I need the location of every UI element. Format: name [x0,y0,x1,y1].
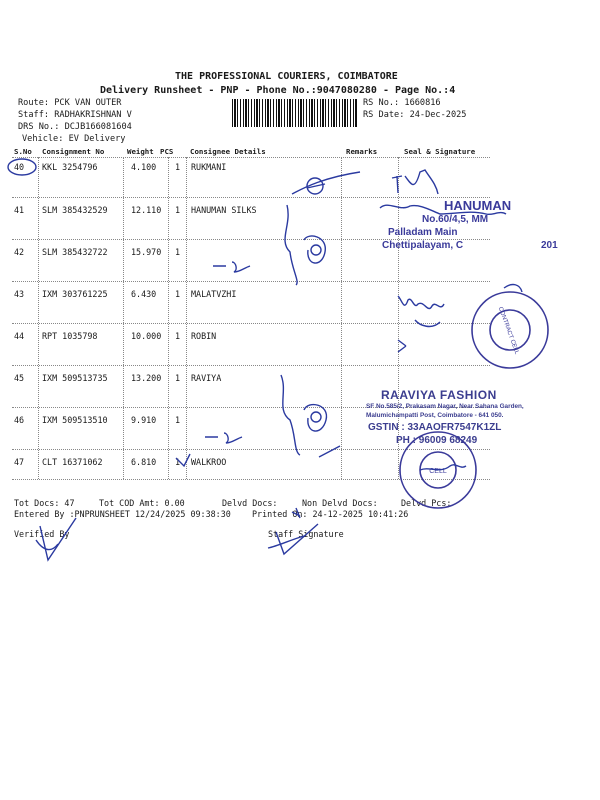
table-row-sno: 41 [14,205,25,215]
col-consignee: Consignee Details [190,147,266,156]
table-row-weight: 13.200 [131,373,162,383]
table-row-weight: 4.100 [131,162,157,172]
table-row-weight: 9.910 [131,415,157,425]
table-row-sno: 43 [14,289,25,299]
footer-signature-marks [36,508,318,560]
table-row-consignment: KKL 3254796 [42,162,98,172]
table-row-sno: 40 [14,162,25,172]
drs-label: DRS No.: DCJB166081604 [18,122,132,132]
total-docs: Tot Docs: 47 [14,498,75,508]
table-row-consignee: RUKMANI [191,162,227,172]
hanuman-stamp-addr2: Palladam Main [388,227,458,238]
table-row-consignment: IXM 509513510 [42,415,108,425]
table-row-sno: 47 [14,457,25,467]
col-weight: Weight [127,147,154,156]
table-row-weight: 6.810 [131,457,157,467]
table-row-sno: 46 [14,415,25,425]
table-row-consignment: CLT 16371062 [42,457,103,467]
hanuman-stamp-name: HANUMAN [444,198,512,213]
table-row-pcs: 1 [175,457,181,467]
table-row-pcs: 1 [175,415,181,425]
rs-date: RS Date: 24-Dec-2025 [363,110,467,120]
table-row-weight: 15.970 [131,247,162,257]
verified-by: Verified By [14,529,70,539]
table-row-pcs: 1 [175,289,181,299]
non-delivered-docs: Non Delvd Docs: [302,498,378,508]
table-row-weight: 6.430 [131,289,157,299]
hanuman-stamp-addr1: No.60/4,5, MM [422,214,489,225]
raaviya-stamp-addr2: Malumichampatti Post, Coimbatore - 641 050. [366,412,504,419]
table-row-consignee: WALKROO [191,457,227,467]
staff-signature: Staff Signature [268,529,344,539]
table-row-sno: 45 [14,373,25,383]
entered-by: Entered By :PNPRUNSHEET 12/24/2025 09:38:30 [14,509,231,519]
runsheet-subtitle: Delivery Runsheet - PNP - Phone No.:9047080280 - Page No.:4 [100,85,456,96]
signature-row-45-46 [205,375,326,455]
printed-on: Printed On: 24-12-2025 10:41:26 [252,509,409,519]
total-cod: Tot COD Amt: 0.00 [99,498,185,508]
table-row-consignment: RPT 1035798 [42,331,98,341]
col-consignment: Consignment No [42,147,105,156]
table-row-sno: 42 [14,247,25,257]
vehicle-label: Vehicle: EV Delivery [22,134,126,144]
hanuman-stamp-code: 201 [541,240,558,251]
table-row-consignee: MALATVZHI [191,289,237,299]
company-title: THE PROFESSIONAL COURIERS, COIMBATORE [175,71,398,82]
route-label: Route: PCK VAN OUTER [18,98,122,108]
round-seal-bottom-center: CELL [429,468,447,475]
raaviya-stamp-name: RAAVIYA FASHION [381,388,497,402]
sno-circle-mark [8,159,36,175]
col-seal: Seal & Signature [404,147,476,156]
table-row-consignment: IXM 509513735 [42,373,108,383]
table-row-weight: 12.110 [131,205,162,215]
table-row-pcs: 1 [175,162,181,172]
round-seal-rabwin-center: CONTRACT CELL [496,306,520,356]
raaviya-stamp-phone: PH : 96009 68249 [396,435,478,446]
delivered-pcs: Delvd Pcs: [401,498,452,508]
raaviya-stamp-gstin: GSTIN : 33AAOFR7547K1ZL [368,422,502,433]
delivered-docs: Delvd Docs: [222,498,278,508]
table-row-consignee: HANUMAN SILKS [191,205,257,215]
signature-row-40 [292,170,438,194]
staff-label: Staff: RADHAKRISHNAN V [18,110,132,120]
rs-number: RS No.: 1660816 [363,98,441,108]
signature-row-47 [176,446,466,470]
table-row-consignment: SLM 385432529 [42,205,108,215]
col-remarks: Remarks [346,147,378,156]
table-row-pcs: 1 [175,247,181,257]
table-row-consignee: RAVIYA [191,373,222,383]
hanuman-stamp-addr3: Chettipalayam, C [382,240,464,251]
table-row-pcs: 1 [175,373,181,383]
table-row-consignee: ROBIN [191,331,217,341]
table-row-consignment: IXM 303761225 [42,289,108,299]
signature-row-41-42 [213,205,506,285]
table-row-pcs: 1 [175,331,181,341]
col-sno: S.No [14,147,32,156]
table-row-sno: 44 [14,331,25,341]
col-pcs: PCS [160,147,174,156]
raaviya-stamp-addr1: SF No.585/2, Prakasam Nagar, Near Sahana Garden, [366,403,524,410]
table-row-consignment: SLM 385432722 [42,247,108,257]
table-row-pcs: 1 [175,205,181,215]
table-row-weight: 10.000 [131,331,162,341]
